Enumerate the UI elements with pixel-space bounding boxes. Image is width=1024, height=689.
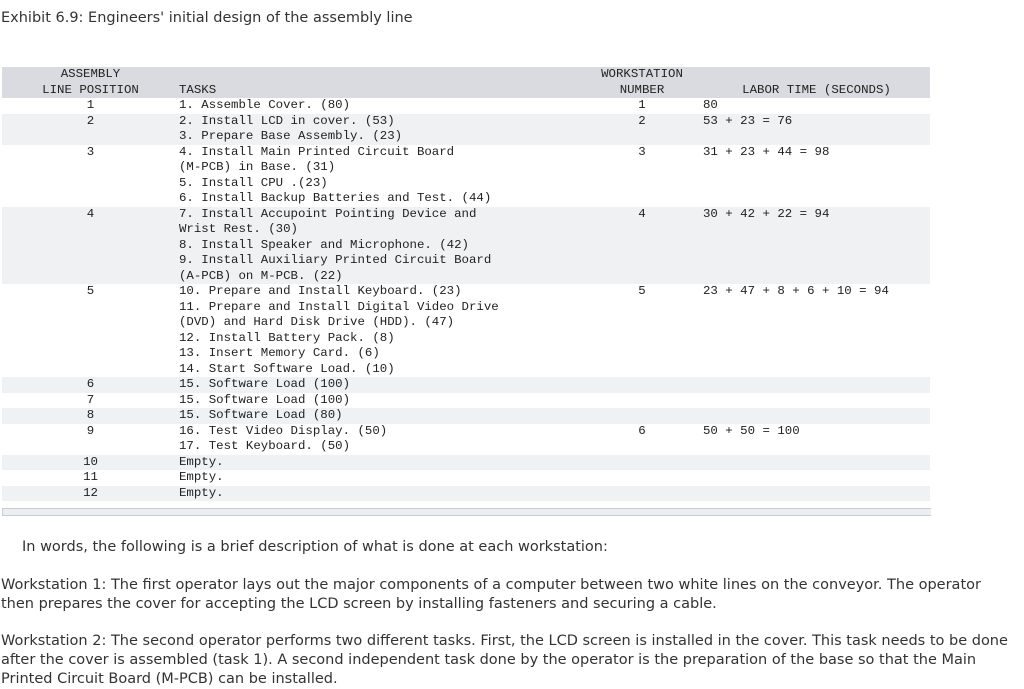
cell-workstation-number: 1	[638, 98, 646, 112]
table-row	[2, 470, 930, 486]
task-line: 2. Install LCD in cover. (53)	[179, 113, 395, 128]
cell-labor-time: 30 + 42 + 22 = 94	[703, 207, 930, 285]
task-line: 14. Start Software Load. (10)	[179, 361, 395, 376]
exhibit-title: Exhibit 6.9: Engineers' initial design of the assembly line	[1, 10, 413, 26]
task-line: (DVD) and Hard Disk Drive (HDD). (47)	[179, 315, 455, 329]
cell-assembly-line-position: 2	[2, 114, 179, 145]
task-line: 15. Software Load (100)	[179, 392, 351, 407]
cell-tasks	[179, 114, 581, 145]
table-body	[2, 98, 930, 501]
cell-workstation-number	[581, 408, 703, 424]
cell-tasks	[179, 470, 581, 486]
paragraph-workstation-2: Workstation 2: The second operator performs two different tasks. First, the LCD screen is installed in the cover. This task needs to be done after the cover is assembled (task 1). A second independent task done by the operator is the preparation of the base so that the Main Printed Circuit Board (M-PCB) can be installed.	[1, 633, 1008, 687]
assembly-line-table	[2, 67, 930, 501]
task-line: 11. Prepare and Install Digital Video Drive	[179, 299, 499, 314]
cell-tasks	[179, 98, 581, 114]
cell-workstation-number: 3	[638, 144, 646, 159]
task-line: 5. Install CPU .(23)	[179, 175, 328, 190]
task-line: 17. Test Keyboard. (50)	[179, 439, 351, 453]
cell-workstation-number	[581, 393, 703, 409]
cell-assembly-line-position: 9	[86, 423, 95, 438]
cell-workstation-number: 4	[581, 207, 703, 285]
cell-tasks	[179, 455, 581, 471]
assembly-line-table-container	[2, 67, 930, 501]
table-row	[2, 424, 930, 455]
task-line: 6. Install Backup Batteries and Test. (44)	[179, 191, 492, 205]
task-line: 12. Install Battery Pack. (8)	[179, 330, 395, 345]
cell-labor-time	[703, 393, 930, 409]
cell-assembly-line-position: 7	[86, 392, 95, 407]
task-line: (A-PCB) on M-PCB. (22)	[179, 268, 343, 283]
cell-tasks	[179, 145, 581, 207]
cell-labor-time: 50 + 50 = 100	[703, 423, 800, 438]
table-row	[2, 284, 930, 377]
header-workstation-number: WORKSTATION NUMBER	[581, 67, 703, 98]
table-row	[2, 207, 930, 285]
cell-labor-time	[703, 486, 930, 502]
task-line: Wrist Rest. (30)	[179, 222, 298, 236]
intro-text: In words, the following is a brief description of what is done at each workstation:	[22, 539, 608, 555]
cell-assembly-line-position: 11	[83, 470, 98, 484]
cell-workstation-number: 2	[581, 114, 703, 145]
task-line: (M-PCB) in Base. (31)	[179, 160, 336, 174]
task-line: 15. Software Load (80)	[179, 408, 343, 422]
task-line: 13. Insert Memory Card. (6)	[179, 346, 380, 360]
cell-assembly-line-position: 1	[86, 98, 95, 112]
task-line: Empty.	[179, 454, 224, 469]
table-row	[2, 393, 930, 409]
cell-assembly-line-position: 5	[86, 284, 95, 298]
table-row	[2, 408, 930, 424]
cell-tasks	[179, 284, 581, 377]
task-line: 3. Prepare Base Assembly. (23)	[179, 129, 403, 143]
table-bottom-scrollbar[interactable]	[2, 508, 931, 516]
cell-tasks	[179, 424, 581, 455]
cell-workstation-number: 5	[638, 284, 646, 298]
cell-labor-time	[703, 470, 930, 486]
task-line: Empty.	[179, 470, 224, 484]
table-row	[2, 145, 930, 207]
task-line: 9. Install Auxiliary Printed Circuit Board	[179, 253, 492, 267]
cell-labor-time: 23 + 47 + 8 + 6 + 10 = 94	[703, 284, 889, 298]
cell-workstation-number: 6	[638, 423, 646, 438]
cell-labor-time	[703, 408, 930, 424]
cell-assembly-line-position: 10	[2, 455, 179, 471]
cell-tasks	[179, 408, 581, 424]
task-line: Empty.	[179, 485, 224, 500]
task-line: 1. Assemble Cover. (80)	[179, 98, 351, 112]
cell-assembly-line-position: 12	[2, 486, 179, 502]
header-tasks: TASKS	[179, 67, 581, 98]
cell-assembly-line-position: 6	[2, 377, 179, 393]
cell-labor-time	[703, 455, 930, 471]
table-row	[2, 377, 930, 393]
cell-tasks	[179, 377, 581, 393]
task-line: 10. Prepare and Install Keyboard. (23)	[179, 284, 462, 298]
cell-workstation-number	[581, 455, 703, 471]
cell-tasks	[179, 207, 581, 285]
task-line: 8. Install Speaker and Microphone. (42)	[179, 237, 469, 252]
task-line: 16. Test Video Display. (50)	[179, 423, 388, 438]
cell-workstation-number	[581, 486, 703, 502]
paragraph-workstation-1: Workstation 1: The first operator lays out the major components of a computer between two white lines on the conveyor. The operator then prepares the cover for accepting the LCD screen by installing fasteners and securing a cable.	[1, 577, 981, 612]
cell-assembly-line-position: 8	[2, 408, 179, 424]
cell-labor-time: 31 + 23 + 44 = 98	[703, 144, 830, 159]
cell-tasks	[179, 393, 581, 409]
cell-labor-time	[703, 377, 930, 393]
task-line: 15. Software Load (100)	[179, 377, 351, 391]
task-line: 7. Install Accupoint Pointing Device and	[179, 206, 477, 221]
cell-labor-time: 80	[703, 98, 718, 112]
header-assembly-line-position: ASSEMBLY LINE POSITION	[2, 67, 179, 98]
cell-assembly-line-position: 3	[86, 144, 95, 159]
table-row	[2, 98, 930, 114]
table-row	[2, 455, 930, 471]
cell-labor-time: 53 + 23 = 76	[703, 114, 930, 145]
table-row	[2, 486, 930, 502]
cell-workstation-number	[581, 377, 703, 393]
cell-workstation-number	[581, 470, 703, 486]
table-row	[2, 114, 930, 145]
cell-assembly-line-position: 4	[2, 207, 179, 285]
header-labor-time: LABOR TIME (SECONDS)	[703, 67, 930, 98]
task-line: 4. Install Main Printed Circuit Board	[179, 144, 455, 159]
cell-tasks	[179, 486, 581, 502]
table-header-row	[2, 67, 930, 98]
